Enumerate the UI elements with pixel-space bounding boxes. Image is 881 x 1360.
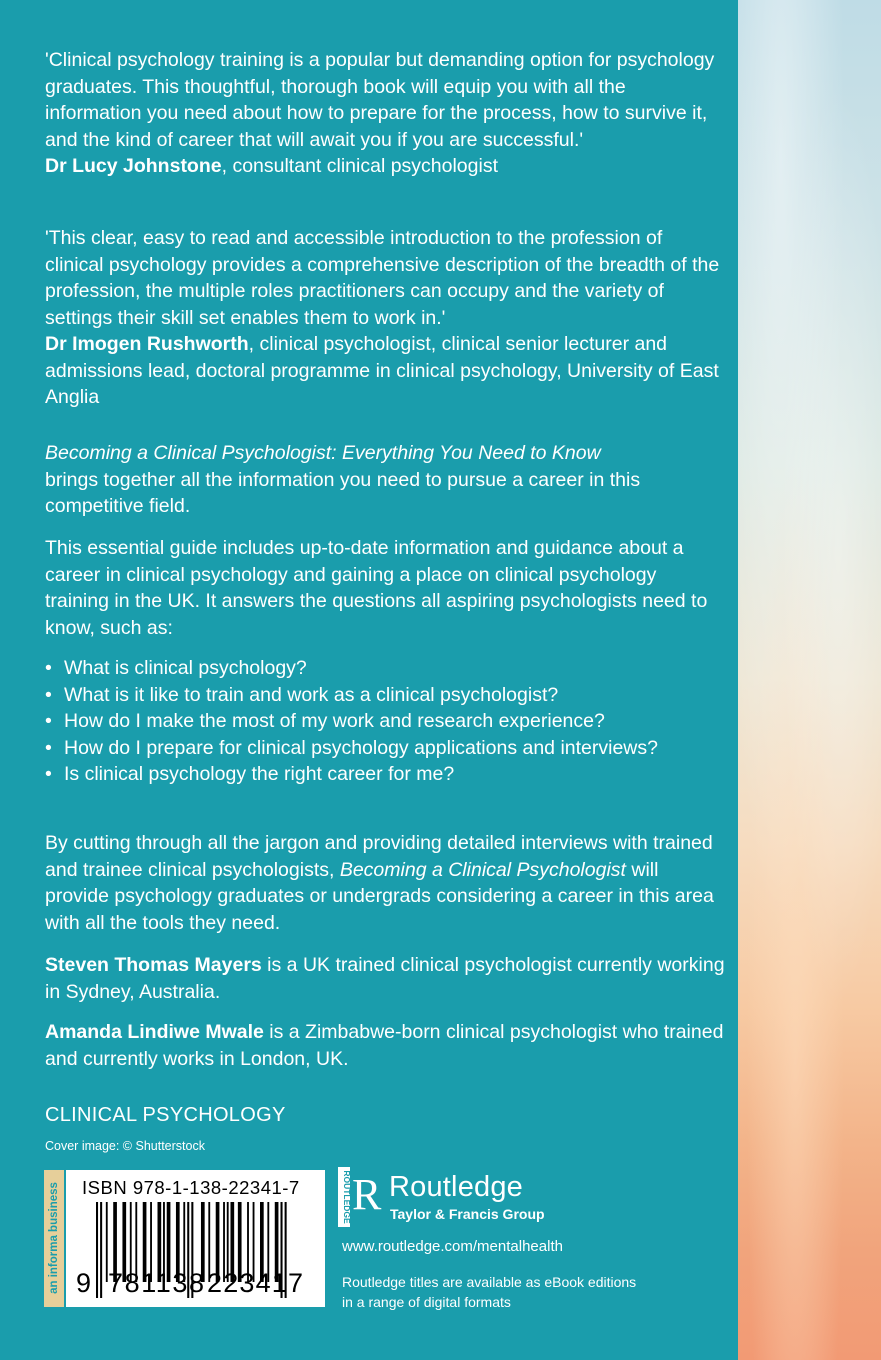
endorser-name: Dr Imogen Rushworth: [45, 333, 249, 355]
barcode: [66, 1170, 325, 1307]
question-list: [45, 655, 725, 788]
endorser-name: Dr Lucy Johnstone: [45, 155, 222, 177]
list-item: • What is it like to train and work as a clinical psychologist?: [45, 682, 725, 709]
summary-paragraph: [45, 830, 725, 936]
cover-credit: Cover image: © Shutterstock: [45, 1139, 205, 1153]
summary-text-start: By cutting through all the jargon and providing detailed interviews with trained and trainee clinical psychologists,: [45, 832, 713, 881]
isbn-label: ISBN 978-1-138-22341-7: [82, 1177, 300, 1198]
logo-vertical-text: ROUTLEDGE: [342, 1170, 352, 1224]
barcode-first-digit: 9: [76, 1268, 92, 1298]
list-item: • What is clinical psychology?: [45, 655, 725, 682]
logo-letter: R: [352, 1170, 382, 1219]
author-bio-1: [45, 952, 725, 1005]
list-item: • How do I make the most of my work and research experience?: [45, 708, 725, 735]
subject-category: CLINICAL PSYCHOLOGY: [45, 1104, 286, 1126]
intro-text: brings together all the information you need to pursue a career in this competitive field.: [45, 468, 641, 517]
isbn-barcode: [66, 1170, 325, 1307]
author-name: Amanda Lindiwe Mwale: [45, 1021, 264, 1043]
barcode-bar: [100, 1202, 102, 1298]
book-title: Becoming a Clinical Psychologist: Everything You Need to Know: [45, 442, 601, 464]
ebook-note: Routledge titles are available as eBook editions in a range of digital formats: [342, 1274, 637, 1310]
endorser-role: , consultant clinical psychologist: [221, 155, 498, 177]
author-bio: is a Zimbabwe-born clinical psychologist who trained and currently works in London, UK.: [45, 1021, 724, 1070]
endorsement-quote: 'This clear, easy to read and accessible introduction to the profession of clinical psychology provides a comprehensive description of the breadth of the profession, the multiple roles practitioners can occupy and the variety of settings their skill set enables them to work in.': [45, 227, 720, 329]
informa-strip: [44, 1170, 64, 1307]
informa-label: an informa business: [48, 1182, 60, 1294]
guide-section: [45, 535, 725, 788]
summary-text-end: will provide psychology graduates or undergrads considering a career in this area with all the tools they need.: [45, 858, 714, 934]
guide-text: This essential guide includes up-to-date information and guidance about a career in clinical psychology and gaining a place on clinical psychology training in the UK. It answers the questions all aspiring psychologists need to know, such as:: [45, 537, 708, 639]
publisher-group: Taylor & Francis Group: [390, 1206, 545, 1222]
endorser-role: , clinical psychologist, clinical senior lecturer and admissions lead, doctoral programme in clinical psychology, University of East Anglia: [45, 333, 719, 408]
author-bio: is a UK trained clinical psychologist currently working in Sydney, Australia.: [45, 954, 725, 1003]
author-bio-2: [45, 1019, 725, 1072]
summary-book-title: Becoming a Clinical Psychologist: [339, 858, 626, 881]
intro-paragraph: [45, 440, 725, 520]
cover-image-sky: [738, 0, 881, 1360]
publisher-url: www.routledge.com/mentalhealth: [342, 1238, 563, 1255]
endorsement-quote: 'Clinical psychology training is a popular but demanding option for psychology graduates. This thoughtful, thorough book will equip you with all the information you need about how to prepare for the process, how to survive it, and the kind of career that will await you if you are successful.': [45, 49, 715, 151]
endorsement-1: [45, 47, 725, 180]
list-item: • How do I prepare for clinical psychology applications and interviews?: [45, 735, 725, 762]
publisher-name: Routledge: [389, 1171, 524, 1203]
author-name: Steven Thomas Mayers: [45, 954, 262, 976]
barcode-left-digits: 781138: [108, 1268, 204, 1298]
endorsement-2: [45, 225, 725, 411]
barcode-bar: [96, 1202, 98, 1298]
list-item: • Is clinical psychology the right career for me?: [45, 761, 725, 788]
routledge-logo-icon: [338, 1167, 382, 1229]
barcode-right-digits: 223417: [207, 1268, 303, 1298]
